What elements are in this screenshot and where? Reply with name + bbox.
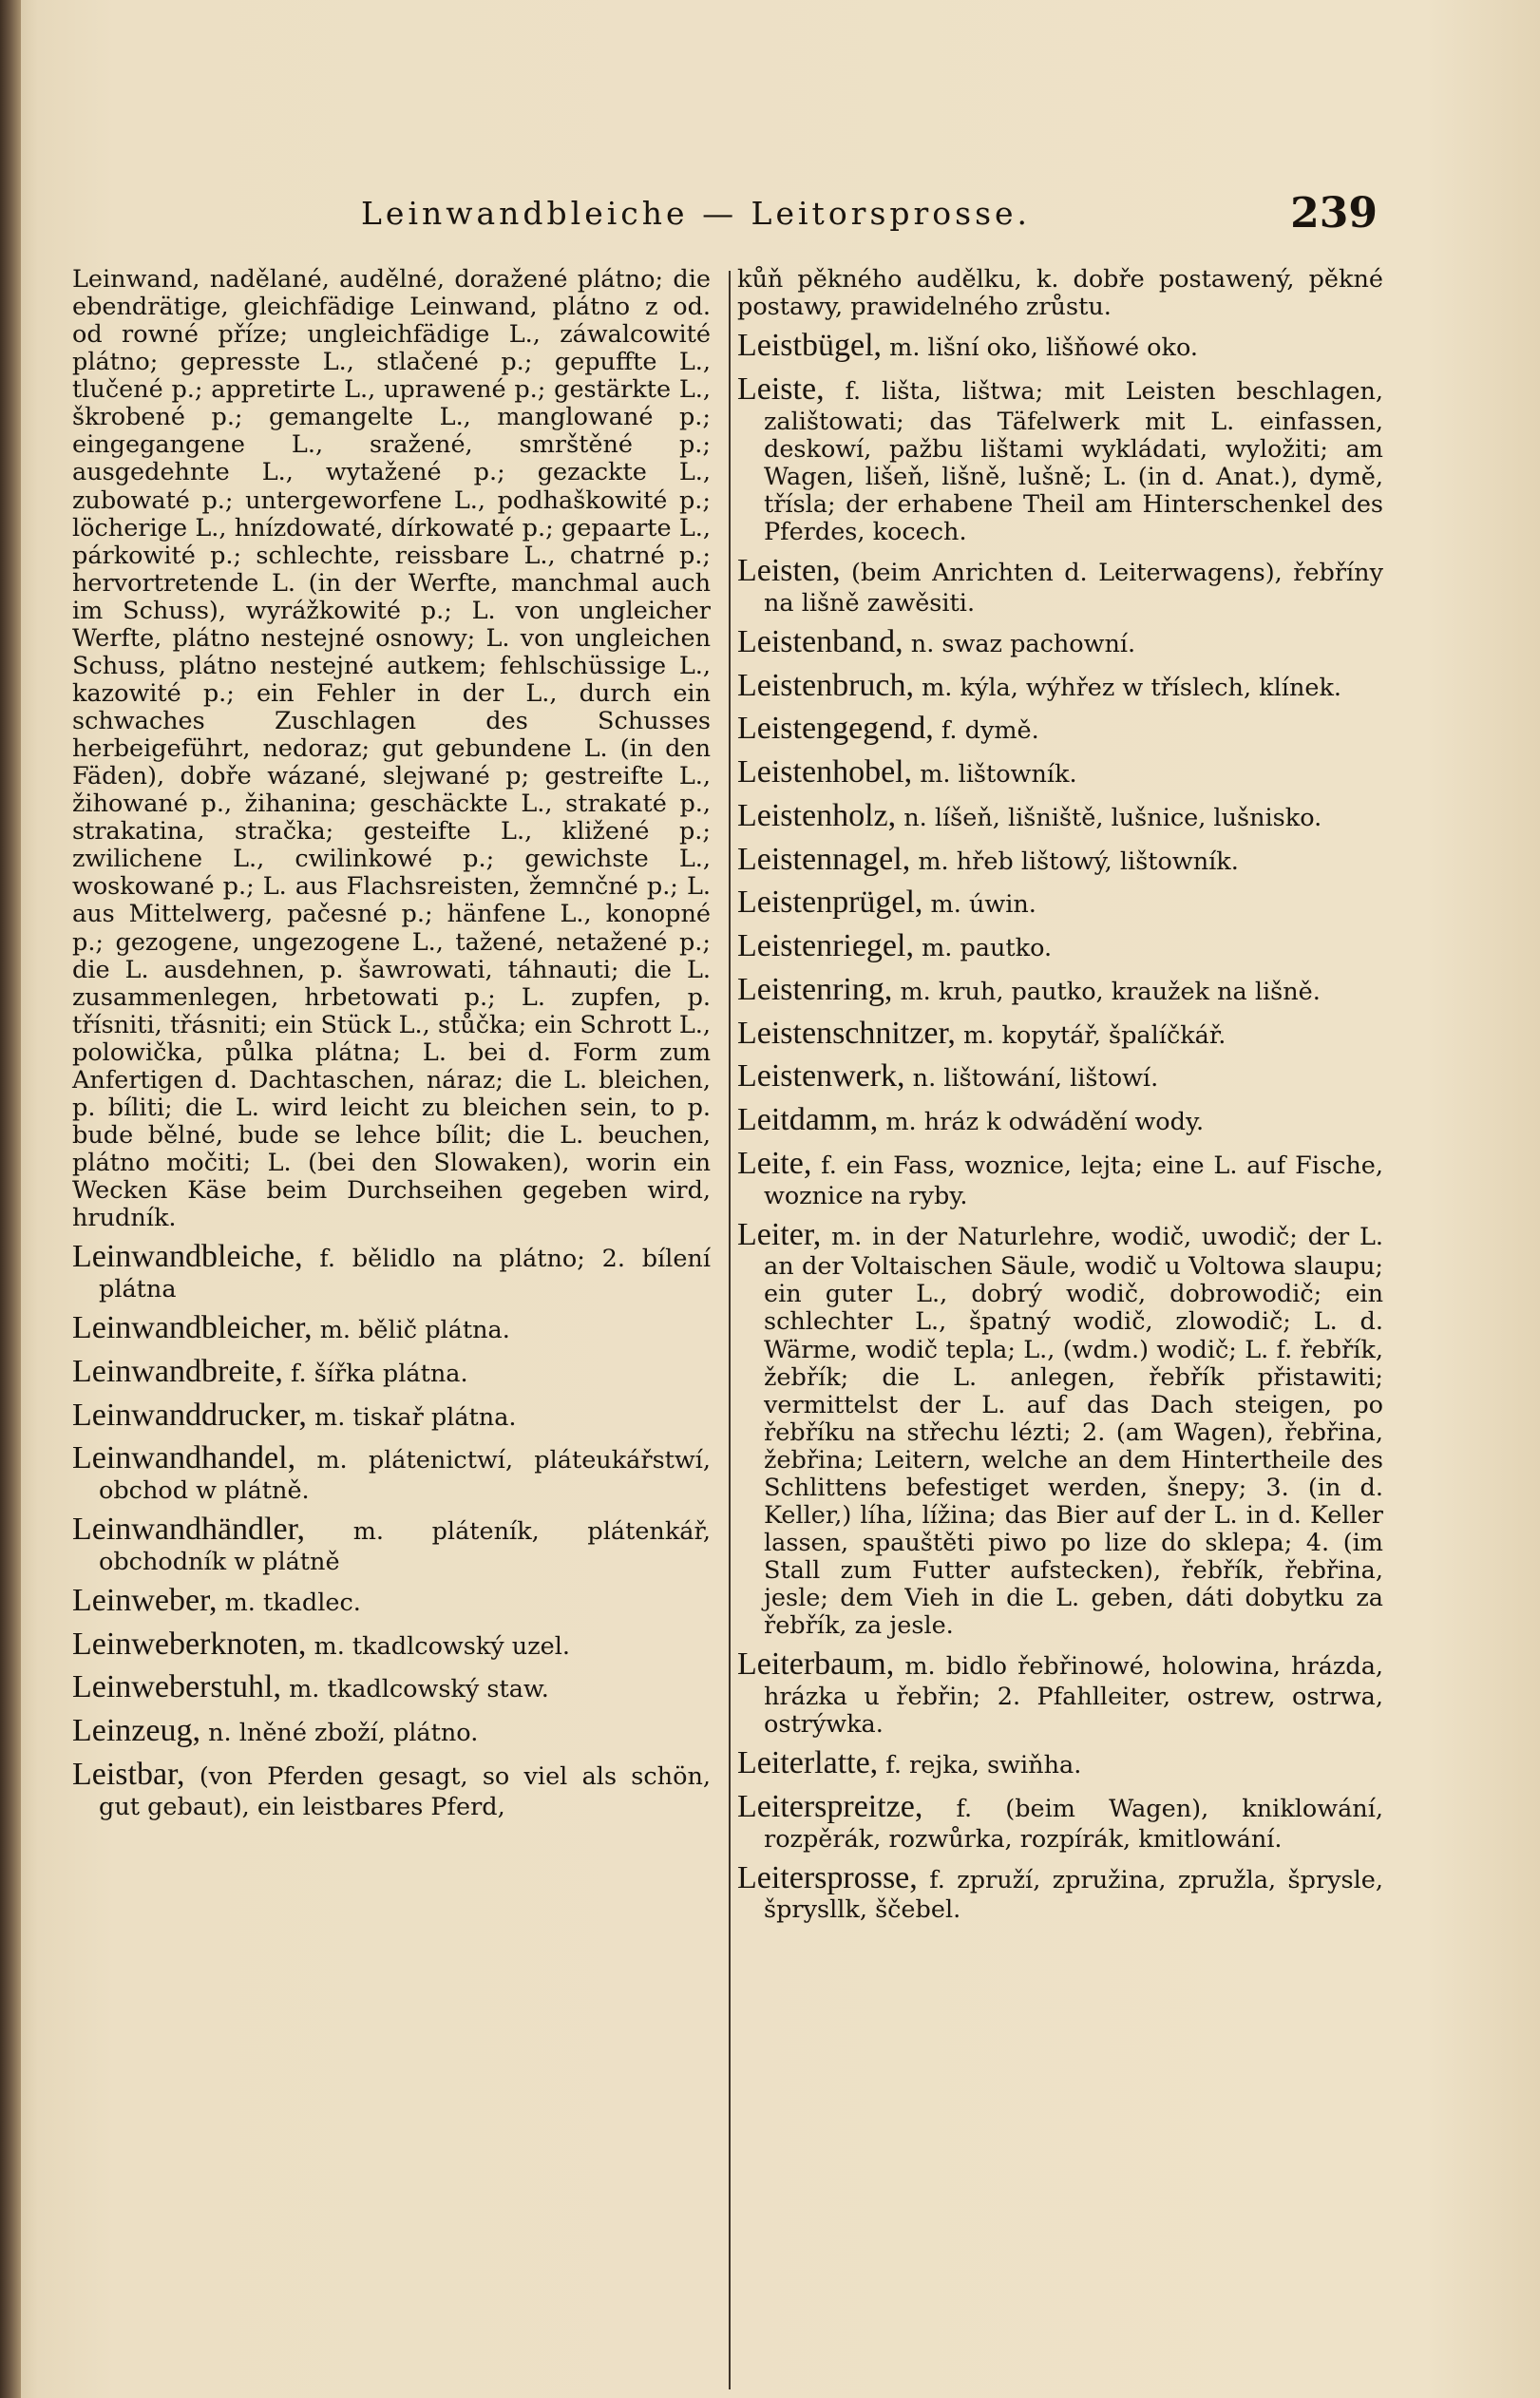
dictionary-entry — [737, 1058, 1383, 1095]
entry-headword: Leinweber, — [72, 1582, 218, 1618]
entry-definition: f. šířka plátna. — [290, 1359, 468, 1388]
entry-definition: m. bidlo řebřinowé, holowina, hrázda, hrázka u řebřin; 2. Pfahlleiter, ostrew, ostrwa, ostrýwka. — [764, 1652, 1384, 1739]
dictionary-entry — [737, 972, 1383, 1009]
dictionary-entry — [737, 798, 1383, 835]
entry-definition: m. kruh, pautko, kraužek na lišně. — [900, 977, 1321, 1006]
entry-headword: Leistbar, — [72, 1756, 185, 1792]
entry-headword: Leiste, — [737, 371, 825, 407]
entry-headword: Leitdamm, — [737, 1102, 879, 1137]
entry-headword: Leiterbaum, — [737, 1646, 895, 1683]
dictionary-entry — [737, 1016, 1383, 1053]
entry-definition: m. tkadlcowský staw. — [289, 1675, 549, 1704]
dictionary-entry — [72, 1310, 711, 1347]
entry-headword: Leinweberknoten, — [72, 1626, 307, 1662]
entry-definition: f. lišta, lištwa; mit Leisten beschlagen, zalištowati; das Täfelwerk mit L. einfassen, deskowí, pažbu lištami wykládati, wyložiti; am Wagen, lišeň, lišně, lušně; L. (in d. Anat.), dymě, třísla; der erhabene Theil am Hinterschenkel des Pferdes, kocech. — [764, 376, 1384, 546]
entry-headword: Leistenbruch, — [737, 667, 914, 703]
entry-definition: (beim Anrichten d. Leiterwagens), řebříny na lišně zawěsiti. — [764, 558, 1383, 618]
entry-headword: Leistenriegel, — [737, 928, 914, 963]
entry-headword: Leistenschnitzer, — [737, 1015, 956, 1051]
entry-headword: Leinwandbleicher, — [72, 1310, 313, 1345]
dictionary-entry — [737, 1745, 1383, 1782]
entry-definition: m. tkadlcowský uzel. — [314, 1631, 571, 1661]
entry-headword: Leiterspreitze, — [737, 1788, 923, 1824]
entry-definition: m. tiskař plátna. — [314, 1402, 517, 1432]
entry-headword: Leistengegend, — [737, 711, 934, 747]
left-column — [72, 266, 711, 1828]
entry-definition: f. bělidlo na plátno; 2. bílení plátna — [99, 1245, 712, 1304]
entry-definition: m. lištowník. — [920, 760, 1077, 789]
entry-definition: m. tkadlec. — [224, 1588, 361, 1617]
entry-definition: m. plátenictwí, pláteukářstwí, obchod w plátně. — [99, 1446, 711, 1505]
entry-headword: Leinwandbleiche, — [72, 1239, 303, 1275]
entry-definition: m. hřeb lištowý, lištowník. — [918, 847, 1239, 876]
dictionary-entry — [72, 1583, 711, 1620]
dictionary-entry — [737, 928, 1383, 965]
dictionary-entry — [737, 553, 1383, 618]
entry-definition: n. lněné zboží, plátno. — [208, 1719, 479, 1748]
dictionary-entry — [737, 624, 1383, 661]
entry-headword: Leistbügel, — [737, 328, 883, 364]
entry-headword: Leinwandhändler, — [72, 1512, 306, 1548]
entry-headword: Leistenprügel, — [737, 885, 923, 921]
dictionary-entry — [72, 1627, 711, 1664]
entry-headword: Leiterlatte, — [737, 1745, 879, 1781]
dictionary-entry — [72, 266, 711, 1232]
entry-headword: Leistennagel, — [737, 841, 911, 877]
dictionary-entry — [737, 842, 1383, 879]
running-header — [361, 189, 1378, 252]
dictionary-entry — [72, 1669, 711, 1706]
column-divider — [729, 271, 731, 2389]
book-gutter — [0, 0, 21, 2398]
entry-headword: Leinwandbreite, — [72, 1353, 283, 1389]
dictionary-entry — [737, 754, 1383, 791]
entry-definition: m. in der Naturlehre, wodič, uwodič; der L. an der Voltaischen Säule, wodič u Voltowa slaupu; ein guter L., dobrý wodič, dobrowodič; ein schlechter L., špatný wodič, zlowodič; L. d. Wärme, wodič tepla; L., (wdm.) wodič; L. f. řebřík, žebřík; die L. anlegen, řebřík přistawiti; vermittelst der L. auf das Dach steigen, po řebříku na střechu lézti; 2. (am Wagen), řebřina, žebřina; Leitern, welche an dem Hintertheile des Schlittens befestiget werden, šnepy; 3. (in d. Keller,) líha, lížina; das Bier auf der L. in d. Keller lassen, spauštěti piwo po lize do sklepa; 4. (im Stall zum Futter aufstecken), řebřík, řebřina, jesle; dem Vieh in die L. geben, dáti dobytku za řebřík, za jesle. — [764, 1222, 1383, 1641]
dictionary-entry — [737, 711, 1383, 748]
dictionary-entry — [737, 1217, 1383, 1641]
entry-definition: kůň pěkného audělku, k. dobře postawený, pěkné postawy, prawidelného zrůstu. — [737, 265, 1383, 322]
dictionary-entry — [72, 1398, 711, 1435]
dictionary-entry — [737, 1146, 1383, 1210]
entry-definition: m. bělič plátna. — [319, 1316, 510, 1344]
entry-headword: Leinwanddrucker, — [72, 1397, 307, 1433]
dictionary-entry — [737, 668, 1383, 705]
entry-headword: Leistenring, — [737, 971, 893, 1007]
entry-definition: n. líšeň, lišniště, lušnice, lušnisko. — [903, 803, 1322, 832]
dictionary-entry — [737, 1789, 1383, 1854]
entry-headword: Leinwandhandel, — [72, 1440, 296, 1476]
entry-headword: Leistenband, — [737, 623, 903, 659]
entry-headword: Leistenhobel, — [737, 754, 913, 790]
entry-headword: Leistenholz, — [737, 797, 897, 833]
entry-definition: m. pláteník, plátenkář, obchodník w plátně — [99, 1517, 711, 1576]
dictionary-entry — [72, 1239, 711, 1304]
entry-definition: m. kýla, wýhřez w tříslech, klínek. — [922, 673, 1342, 702]
dictionary-entry — [72, 1440, 711, 1505]
dictionary-entry — [737, 1102, 1383, 1139]
entry-definition: n. swaz pachowní. — [910, 629, 1136, 658]
dictionary-entry — [737, 328, 1383, 365]
entry-definition: f. ein Fass, woznice, lejta; eine L. auf Fische, woznice na ryby. — [764, 1151, 1383, 1210]
entry-definition: f. zpruží, zpružina, zpružla, šprysle, šprysllk, ščebel. — [764, 1865, 1383, 1925]
header-title: Leinwandbleiche — Leitorsprosse. — [361, 195, 1032, 232]
entry-definition: m. lišní oko, lišňowé oko. — [889, 333, 1198, 363]
dictionary-entry — [72, 1512, 711, 1576]
entry-definition: m. kopytář, špalíčkář. — [963, 1020, 1226, 1050]
entry-definition: m. pautko. — [922, 934, 1053, 962]
entry-definition: m. hráz k odwádění wody. — [885, 1108, 1205, 1136]
entry-definition: f. dymě. — [941, 716, 1039, 746]
page-number: 239 — [1290, 189, 1378, 238]
dictionary-entry — [737, 371, 1383, 546]
entry-definition: m. úwin. — [930, 890, 1036, 920]
entry-definition: f. (beim Wagen), kniklowání, rozpěrák, rozwůrka, rozpírák, kmitlowání. — [764, 1794, 1383, 1854]
entry-headword: Leitersprosse, — [737, 1859, 918, 1895]
entry-headword: Leisten, — [737, 552, 841, 588]
entry-definition: f. rejka, swiňha. — [885, 1751, 1082, 1780]
entry-headword: Leinweberstuhl, — [72, 1669, 281, 1705]
entry-headword: Leite, — [737, 1145, 812, 1181]
dictionary-entry — [72, 1354, 711, 1391]
dictionary-entry — [737, 1860, 1383, 1925]
entry-headword: Leistenwerk, — [737, 1058, 905, 1094]
entry-headword: Leiter, — [737, 1216, 822, 1252]
entry-definition: n. lištowání, lištowí. — [912, 1064, 1159, 1094]
entry-headword: Leinzeug, — [72, 1713, 200, 1749]
dictionary-entry — [72, 1757, 711, 1821]
entry-definition: Leinwand, nadělané, audělné, doražené plátno; die ebendrätige, gleichfädige Leinwand, plátno z od. od rowné příze; ungleichfädige L., záwalcowité plátno; gepresste L., stlačené p.; gepuffte L., tlučené p.; appretirte L., uprawené p.; gestärkte L., škrobené p.; gemangelte L., manglowané p.; eingegangene L., sražené, smrštěné p.; ausgedehnte L., wytažené p.; gezackte L., zubowaté p.; untergeworfene L., podhaškowité p.; löcherige L., hnízdowaté, dírkowaté p.; gepaarte L., párkowité p.; schlechte, reissbare L., chatrné p.; hervortretende L. (in der Werfte, manchmal auch im Schuss), wyrážkowité p.; L. von ungleicher Werfte, plátno nestejné osnowy; L. von ungleichen Schuss, plátno nestejné autkem; fehlschüssige L., kazowité p.; ein Fehler in der L., durch ein schwaches Zuschlagen des Schusses herbeigeführt, nedoraz; gut gebundene L. (in den Fäden), dobře wázané, slejwané p; gestreifte L., žihowané p., žihanina; geschäckte L., strakaté p., strakatina, stračka; gesteifte L., kližené p.; zwilichene L., cwilinkowé p.; gewichste L., woskowané p.; L. aus Flachsreisten, žemnčné p.; L. aus Mittelwerg, pačesné p.; hänfene L., konopné p.; gezogene, ungezogene L., tažené, netažené p.; die L. ausdehnen, p. šawrowati, táhnauti; die L. zusammenlegen, hrbetowati p.; L. zupfen, p. třísniti, třásniti; ein Stück L., stůčka; ein Schrott L., polowička, půlka plátna; L. bei d. Form zum Anfertigen d. Dachtaschen, náraz; die L. bleichen, p. bíliti; die L. wird leicht zu bleichen sein, to p. bude bělné, bude se lehce bílit; die L. beuchen, plátno močiti; L. (bei den Slowaken), worin ein Wecken Käse beim Durchseihen gegeben wird, hrudník. — [72, 265, 711, 1233]
right-column — [737, 266, 1383, 1931]
dictionary-entry — [737, 266, 1383, 321]
entry-definition: (von Pferden gesagt, so viel als schön, gut gebaut), ein leistbares Pferd, — [99, 1761, 711, 1821]
dictionary-entry — [737, 885, 1383, 922]
dictionary-entry — [72, 1713, 711, 1750]
dictionary-entry — [737, 1646, 1383, 1739]
